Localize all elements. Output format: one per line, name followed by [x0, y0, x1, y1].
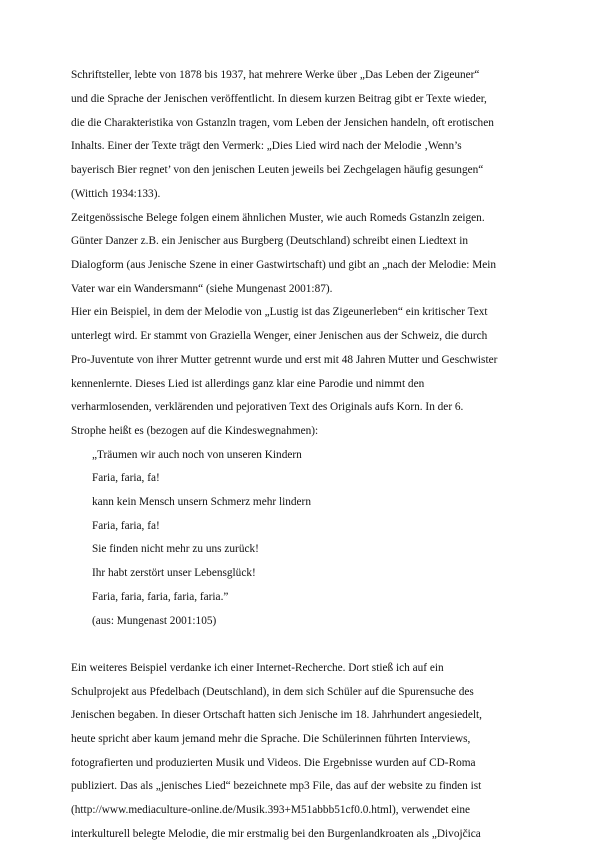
text-line: Strophe heißt es (bezogen auf die Kindeswegnahmen):	[71, 425, 319, 437]
text-line: unterlegt wird. Er stammt von Graziella Wenger, einer Jenischen aus der Schweiz, die durch	[71, 330, 488, 342]
text-line: Hier ein Beispiel, in dem der Melodie von „Lustig ist das Zigeunerleben“ ein kritischer Text	[71, 306, 488, 318]
text-line: interkulturell belegte Melodie, die mir erstmalig bei den Burgenlandkroaten als „Divojčica	[71, 828, 481, 840]
text-line: heute spricht aber kaum jemand mehr die Sprache. Die Schülerinnen führten Interviews,	[71, 733, 471, 745]
text-line: die die Charakteristika von Gstanzln tragen, vom Leben der Jensichen handeln, oft erotischen	[71, 117, 494, 129]
text-line: fotografierten und produzierten Musik und Videos. Die Ergebnisse wurden auf CD-Roma	[71, 757, 476, 769]
text-line: Jenischen begaben. In dieser Ortschaft hatten sich Jenische im 18. Jahrhundert angesiedelt,	[71, 709, 482, 721]
text-line: Ein weiteres Beispiel verdanke ich einer Internet-Recherche. Dort stieß ich auf ein	[71, 662, 444, 674]
verse-source: (aus: Mungenast 2001:105)	[92, 615, 217, 627]
text-line: Zeitgenössische Belege folgen einem ähnlichen Muster, wie auch Romeds Gstanzln zeigen.	[71, 212, 485, 224]
verse-line: Faria, faria, faria, faria, faria.”	[92, 591, 229, 603]
text-line: Schriftsteller, lebte von 1878 bis 1937, hat mehrere Werke über „Das Leben der Zigeuner“	[71, 69, 480, 81]
text-line: Vater war ein Wandersmann“ (siehe Mungenast 2001:87).	[71, 283, 333, 295]
verse-line: Ihr habt zerstört unser Lebensglück!	[92, 567, 256, 579]
verse-line: Sie finden nicht mehr zu uns zurück!	[92, 543, 259, 555]
text-line: Dialogform (aus Jenische Szene in einer Gastwirtschaft) und gibt an „nach der Melodie: Mein	[71, 259, 497, 271]
verse-line: kann kein Mensch unsern Schmerz mehr lindern	[92, 496, 311, 508]
text-line: (http://www.mediaculture-online.de/Musik.393+M51abbb51cf0.0.html), verwendet eine	[71, 804, 471, 816]
text-line: publiziert. Das als „jenisches Lied“ bezeichnete mp3 File, das auf der website zu finden ist	[71, 780, 482, 792]
text-line: bayerisch Bier regnet’ von den jenischen Leuten jeweils bei Zechgelagen häufig gesungen“	[71, 164, 484, 176]
text-line: Inhalts. Einer der Texte trägt den Vermerk: „Dies Lied wird nach der Melodie ‚Wenn’s	[71, 140, 462, 152]
text-line: Schulprojekt aus Pfedelbach (Deutschland), in dem sich Schüler auf die Spurensuche des	[71, 686, 474, 698]
text-line: (Wittich 1934:133).	[71, 188, 161, 200]
verse-line: „Träumen wir auch noch von unseren Kindern	[92, 449, 302, 461]
text-line: Pro-Juventute von ihrer Mutter getrennt wurde und erst mit 48 Jahren Mutter und Geschwister	[71, 354, 498, 366]
verse-line: Faria, faria, fa!	[92, 472, 160, 484]
text-line: und die Sprache der Jenischen veröffentlicht. In diesem kurzen Beitrag gibt er Texte wieder,	[71, 93, 487, 105]
text-line: Günter Danzer z.B. ein Jenischer aus Burgberg (Deutschland) schreibt einen Liedtext in	[71, 235, 469, 247]
text-line: kennenlernte. Dieses Lied ist allerdings ganz klar eine Parodie und nimmt den	[71, 378, 425, 390]
verse-line: Faria, faria, fa!	[92, 520, 160, 532]
text-line: verharmlosenden, verklärenden und pejorativen Text des Originals aufs Korn. In der 6.	[71, 401, 464, 413]
